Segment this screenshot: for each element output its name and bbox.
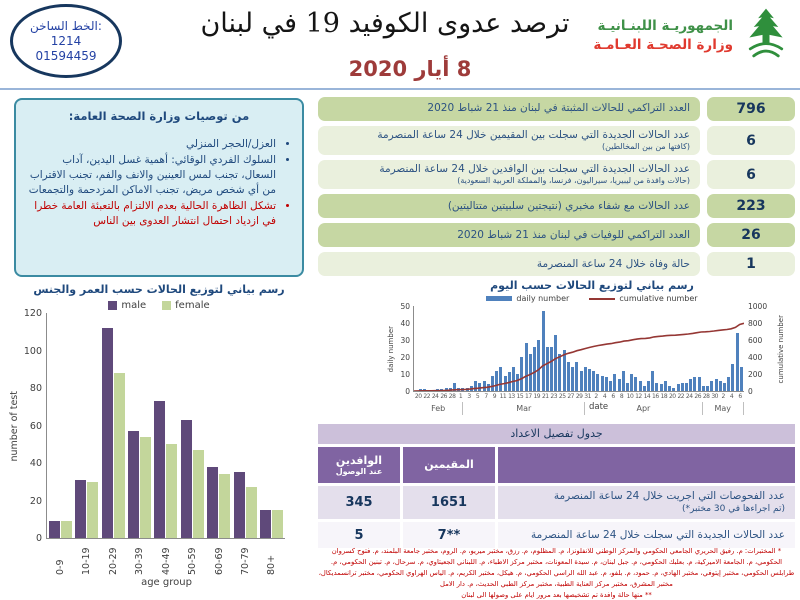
daily-x-tick: 15 — [516, 393, 524, 400]
hotline-number-long: 01594459 — [35, 48, 97, 63]
male-swatch-icon — [108, 301, 117, 310]
left-axis-tick: 20 — [400, 353, 410, 362]
female-bar — [61, 521, 72, 538]
stat-label — [318, 160, 700, 189]
daily-x-tick: 2 — [594, 393, 598, 400]
male-bar — [75, 480, 86, 538]
right-axis-tick: 0 — [748, 387, 753, 396]
daily-chart-plot — [413, 306, 744, 392]
age-bar-group — [207, 467, 230, 538]
residents-number: **7 — [437, 527, 461, 543]
hotline-badge — [10, 4, 122, 78]
stat-value: 1 — [707, 252, 795, 276]
daily-chart-legend — [386, 294, 798, 303]
female-bar — [140, 437, 151, 538]
daily-x-tick: 6 — [738, 393, 742, 400]
age-y-tick: 0 — [35, 533, 42, 544]
stat-row — [318, 194, 795, 218]
hotline-label: الخط الساخن: — [30, 18, 102, 33]
daily-x-tick: 8 — [619, 393, 624, 400]
age-chart-legend — [8, 300, 310, 311]
daily-x-tick: 20 — [414, 393, 422, 400]
daily-x-tick: 19 — [533, 393, 541, 400]
line-swatch-icon — [589, 298, 615, 300]
left-axis-tick: 0 — [405, 387, 410, 396]
left-axis-tick: 50 — [400, 302, 410, 311]
daily-x-tick: 7 — [484, 393, 488, 400]
arrivals-number: 345 — [345, 495, 373, 511]
daily-chart-right-axis-title: cumulative number — [777, 314, 785, 384]
daily-x-tick: 16 — [652, 393, 659, 400]
right-axis-tick: 200 — [748, 370, 763, 379]
age-chart-plot — [46, 313, 285, 539]
details-arrivals-value — [318, 486, 400, 519]
age-bar-group — [181, 420, 204, 538]
details-table-row — [318, 522, 795, 548]
stat-label — [318, 194, 700, 218]
daily-x-tick: 10 — [626, 393, 634, 400]
female-bar — [193, 450, 204, 538]
legend-item-line — [589, 294, 697, 303]
daily-x-tick: 9 — [492, 393, 497, 400]
stat-value: 796 — [707, 97, 795, 121]
stat-label-text: العدد التراكمي للحالات المثبتة في لبنان منذ 21 شباط 2020 — [427, 102, 690, 115]
female-bar — [219, 474, 230, 538]
details-row-label — [498, 486, 795, 519]
details-header-arrivals: الوافدين عند الوصول — [318, 447, 400, 483]
male-bar — [102, 328, 113, 538]
legend-item-male — [108, 300, 146, 311]
ministry-name — [593, 17, 733, 55]
ministry-logo — [593, 6, 794, 66]
right-axis-tick: 400 — [748, 353, 763, 362]
hotline-number-short: 1214 — [50, 33, 82, 48]
legend-label: male — [121, 300, 147, 311]
age-x-tick: 80+ — [266, 554, 278, 575]
daily-cases-chart — [386, 279, 798, 415]
stat-label — [318, 252, 700, 276]
age-x-tick: 20-29 — [107, 547, 119, 575]
daily-x-tick: 1 — [458, 393, 463, 400]
ministry-name-line2: وزارة الصحـة العـامـة — [593, 37, 733, 53]
female-bar — [87, 482, 98, 538]
age-chart-x-axis — [48, 539, 286, 575]
details-arrivals-value — [318, 522, 400, 548]
daily-chart-x-axis-title: date — [589, 402, 609, 412]
left-axis-tick: 30 — [400, 336, 410, 345]
stat-row — [318, 252, 795, 276]
age-bar-group — [154, 401, 177, 538]
details-table-title: جدول تفصيل الاعداد — [318, 424, 795, 444]
residents-number: 1651 — [430, 495, 468, 511]
stat-label-text: عدد الحالات الجديدة التي سجلت بين الوافدين خلال 24 ساعة المنصرمة — [379, 163, 690, 176]
details-residents-value — [403, 522, 495, 548]
details-row-label-text: عدد الحالات الجديدة التي سجلت خلال 24 ساعة المنصرمة — [530, 528, 785, 541]
month-label-mar: Mar — [463, 402, 585, 415]
legend-item-bar — [486, 294, 569, 303]
legend-label: daily number — [516, 294, 570, 303]
daily-x-tick: 28 — [702, 393, 710, 400]
daily-x-tick: 3 — [467, 393, 471, 400]
female-bar — [272, 510, 283, 538]
daily-x-tick: 21 — [541, 393, 549, 400]
footnote-labs: * المختبرات: م. رفيق الحريري الجامعي الحكومي والمركز الوطني للانفلونزا، م. المظلوم، م. رزق، مختبر ميريو، م. الروم، مختبر جامعة البلمند، م. فتوح كسروان الحكومي، م. الجامعة الاميركية، م. بعلبك الحكومي، م. جبل لبنان، م. سيدة المعونات، مختبر مركز الاطباء، م. اللبناني الجعيتاوي، م. سرحال، م. تبنين الحكومي، م. طرابلس الحكومي، مختبر إيتوفي، مختبر الهادي، م. حمود، م. بلفو، م. عبد الله الراسي الحكومي، م. هيكل، مختبر الكريم، م. الياس الهراوي الحكومي، مختبر ترانسمديكال، مختبر المشرق، مختبر مركز العناية الطبية، مختبر مركز الطبي الحديث، م. دار الامل — [318, 547, 795, 588]
age-bar-group — [75, 480, 98, 538]
daily-chart-left-axis — [396, 302, 413, 396]
stat-value: 6 — [707, 160, 795, 189]
daily-x-tick: 20 — [668, 393, 676, 400]
daily-chart-x-ticks — [414, 393, 744, 401]
stat-row — [318, 126, 795, 155]
daily-x-tick: 24 — [685, 393, 693, 400]
details-row-label-subtext: (تم اجراءها في 30 مختبر*) — [681, 503, 785, 514]
age-y-tick: 80 — [29, 383, 42, 394]
cedar-tree-icon — [738, 6, 794, 66]
stat-row — [318, 97, 795, 121]
daily-x-tick: 11 — [499, 393, 507, 400]
right-axis-tick: 600 — [748, 336, 763, 345]
daily-x-tick: 28 — [448, 393, 456, 400]
stat-label-text: عدد الحالات مع شفاء مخبري (نتيجتين سلبيتين متتاليتين) — [447, 199, 690, 212]
daily-x-tick: 17 — [525, 393, 532, 400]
footnote — [318, 546, 795, 600]
age-x-tick: 10-19 — [81, 547, 93, 575]
stat-label — [318, 97, 700, 121]
age-bar-group — [234, 472, 257, 538]
daily-x-tick: 22 — [677, 393, 685, 400]
stat-label — [318, 223, 700, 247]
age-x-tick: 0-9 — [54, 559, 66, 575]
legend-item-female — [162, 300, 209, 311]
right-axis-tick: 1000 — [748, 302, 768, 311]
daily-x-tick: 23 — [550, 393, 558, 400]
recommendation-item: • العزل/الحجر المنزلي — [28, 137, 276, 152]
month-label-may: May — [703, 402, 744, 415]
stat-value: 6 — [707, 126, 795, 155]
recommendation-item: • تشكل الظاهرة الحالية بعدم الالتزام بالتعبئة العامة خطرا في ازدياد احتمال انتشار العدوى بين الناس — [28, 199, 276, 229]
left-axis-tick: 40 — [400, 319, 410, 328]
male-bar — [49, 521, 60, 538]
bar-swatch-icon — [486, 296, 512, 301]
daily-x-tick: 6 — [611, 393, 615, 400]
stat-label-subtext: (حالات وافدة من ليبيريا، سيراليون، فرنسا، والمملكة العربية السعودية) — [457, 176, 690, 186]
arrivals-number: 5 — [354, 527, 364, 543]
recommendations-title: من توصيات وزارة الصحة العامة: — [68, 109, 250, 123]
age-x-tick: 40-49 — [160, 547, 172, 575]
stat-label-text: حالة وفاة خلال 24 ساعة المنصرمة — [536, 257, 690, 270]
details-table — [318, 424, 795, 548]
left-axis-tick: 10 — [400, 370, 410, 379]
age-y-tick: 100 — [23, 345, 42, 357]
month-label-apr: Apr — [585, 402, 702, 415]
age-chart-y-axis — [21, 308, 46, 544]
age-x-tick: 50-59 — [187, 547, 199, 575]
age-x-tick: 30-39 — [134, 547, 146, 575]
age-chart-y-axis-title: number of test — [9, 390, 20, 462]
stat-label-subtext: (كافتها من بين المخالطين) — [602, 142, 690, 152]
daily-x-tick: 30 — [711, 393, 718, 400]
daily-x-tick: 24 — [431, 393, 439, 400]
male-bar — [181, 420, 192, 538]
report-date: 8 أيار 2020 — [348, 57, 472, 81]
daily-chart-title: رسم بياني لتوزيع الحالات حسب اليوم — [490, 279, 694, 292]
legend-label: cumulative number — [619, 294, 698, 303]
daily-x-tick: 12 — [635, 393, 642, 400]
age-bar-group — [102, 328, 125, 538]
details-table-header-row — [318, 447, 795, 483]
stat-label — [318, 126, 700, 155]
details-table-row — [318, 486, 795, 519]
daily-x-tick: 25 — [558, 393, 566, 400]
stats-panel — [318, 97, 795, 281]
male-bar — [234, 472, 245, 538]
male-bar — [128, 431, 139, 538]
age-chart-x-axis-title: age group — [141, 577, 192, 588]
legend-label: female — [175, 300, 210, 311]
recommendation-item: • السلوك الفردي الوقائي: أهمية غسل اليدين، آداب السعال، تجنب لمس العينين والانف والفم، تجنب الاقتراب من أي شخص مريض، تجنب الاماكن المزدحمة والتجمعات — [28, 153, 276, 198]
female-bar — [114, 373, 125, 538]
age-chart-title: رسم بياني لتوزيع الحالات حسب العمر والجنس — [33, 283, 285, 296]
stat-value: 26 — [707, 223, 795, 247]
daily-x-tick: 29 — [575, 393, 583, 400]
daily-chart-left-axis-title: daily number — [387, 325, 395, 373]
female-swatch-icon — [162, 301, 171, 310]
age-y-tick: 20 — [29, 495, 42, 507]
daily-chart-month-band — [414, 402, 744, 415]
details-header-residents: المقيمين — [403, 447, 495, 483]
daily-x-tick: 26 — [694, 393, 702, 400]
stat-value: 223 — [707, 194, 795, 218]
age-y-tick: 120 — [23, 308, 42, 319]
daily-x-tick: 5 — [475, 393, 480, 400]
stat-row — [318, 160, 795, 189]
age-bar-group — [128, 431, 151, 538]
age-bar-group — [49, 521, 72, 538]
male-bar — [154, 401, 165, 538]
age-y-tick: 40 — [29, 458, 42, 469]
daily-x-tick: 22 — [423, 393, 431, 400]
male-bar — [260, 510, 271, 538]
details-residents-value — [403, 486, 495, 519]
daily-x-tick: 18 — [660, 393, 668, 400]
daily-x-tick: 4 — [729, 393, 734, 400]
stat-label-text: العدد التراكمي للوفيات في لبنان منذ 21 شباط 2020 — [457, 228, 690, 241]
right-axis-tick: 800 — [748, 319, 763, 328]
female-bar — [246, 487, 257, 538]
daily-x-tick: 4 — [602, 393, 607, 400]
recommendations-list — [26, 137, 292, 228]
details-table-body — [318, 486, 795, 548]
cumulative-line — [414, 306, 744, 391]
details-header-empty — [498, 447, 795, 483]
month-label-feb: Feb — [414, 402, 463, 415]
daily-x-tick: 31 — [584, 393, 591, 400]
daily-chart-right-axis — [744, 302, 776, 396]
age-y-tick: 60 — [29, 420, 42, 432]
stat-row — [318, 223, 795, 247]
female-bar — [166, 444, 177, 538]
header-divider — [0, 88, 800, 90]
age-x-tick: 60-69 — [213, 547, 225, 575]
male-bar — [207, 467, 218, 538]
daily-x-tick: 2 — [721, 393, 725, 400]
daily-x-tick: 27 — [567, 393, 574, 400]
daily-x-tick: 13 — [508, 393, 515, 400]
stat-label-text: عدد الحالات الجديدة التي سجلت بين المقيمين خلال 24 ساعة المنصرمة — [377, 129, 690, 141]
details-row-label — [498, 522, 795, 548]
ministry-name-line1: الجمهوريـة اللبنـانيـة — [597, 18, 733, 35]
daily-x-tick: 14 — [643, 393, 651, 400]
age-bar-group — [260, 510, 283, 538]
recommendations-box — [14, 98, 304, 277]
footnote-note2: ** منها حالة وافدة تم تشخيصها بعد مرور ايام على وصولها الى لبنان — [461, 590, 652, 599]
details-row-label-text: عدد الفحوصات التي اجريت خلال 24 ساعة المنصرمة — [553, 490, 785, 502]
daily-x-tick: 26 — [440, 393, 447, 400]
age-gender-chart — [8, 283, 310, 588]
page-title: ترصد عدوى الكوفيد 19 في لبنان — [200, 8, 570, 39]
age-x-tick: 70-79 — [240, 547, 252, 575]
